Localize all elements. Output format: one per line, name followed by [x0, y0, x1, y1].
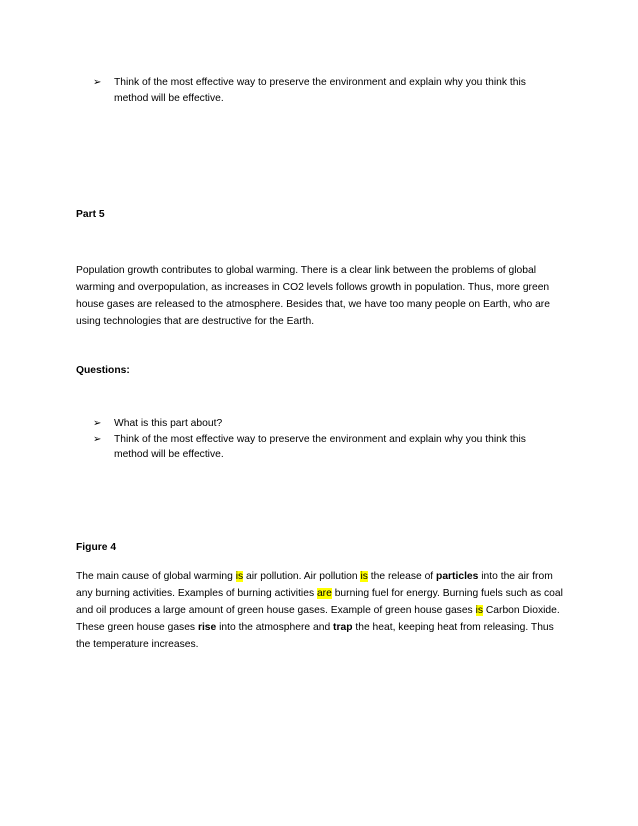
- arrow-bullet-icon: ➢: [93, 77, 102, 88]
- list-item: [93, 75, 563, 106]
- text-segment: burning fuel for energy. Burning fuels such as coal and oil produces a large amount of green house gases. Example of green house gases: [76, 588, 563, 616]
- questions-list: [93, 416, 563, 463]
- list-item: [93, 416, 563, 432]
- figure4-heading: Figure 4: [76, 542, 117, 553]
- list-item: [93, 432, 563, 463]
- text-segment: into the air from any burning activities. Examples of burning activities: [76, 571, 553, 599]
- highlighted-word: is: [360, 571, 368, 582]
- arrow-bullet-icon: ➢: [93, 433, 102, 445]
- highlighted-word: is: [475, 605, 483, 616]
- text-segment: the heat, keeping heat from releasing. Thus the temperature increases.: [76, 622, 554, 650]
- text-segment: the release of: [367, 571, 437, 582]
- bullet-text: Think of the most effective way to preserve the environment and explain why you think this method will be effective.: [114, 77, 526, 104]
- part5-heading: Part 5: [76, 209, 105, 220]
- question-text: What is this part about?: [114, 418, 223, 429]
- top-bullet-list: [93, 75, 563, 106]
- arrow-bullet-icon: ➢: [93, 418, 102, 429]
- highlighted-word: is: [235, 571, 244, 582]
- highlighted-word: are: [316, 588, 332, 599]
- bold-term: rise: [197, 622, 217, 633]
- text-segment: The main cause of global warming: [76, 571, 236, 582]
- questions-heading: Questions:: [76, 365, 130, 376]
- text-segment: air pollution. Air pollution: [243, 571, 361, 582]
- bold-term: trap: [333, 622, 353, 633]
- bold-term: particles: [436, 571, 479, 582]
- text-segment: Carbon Dioxide. These green house gases: [76, 605, 560, 633]
- text-segment: into the atmosphere and: [216, 622, 334, 633]
- question-text: Think of the most effective way to preserve the environment and explain why you think this method will be effective.: [114, 433, 526, 460]
- figure4-paragraph: [76, 568, 566, 653]
- part5-paragraph: Population growth contributes to global warming. There is a clear link between the problems of global warming and overpopulation, as increases in CO2 levels follows growth in population. Thus, more green house gases are released to the atmosphere. Besides that, we have too many people on Earth, who are using technologies that are destructive for the Earth.: [76, 265, 550, 327]
